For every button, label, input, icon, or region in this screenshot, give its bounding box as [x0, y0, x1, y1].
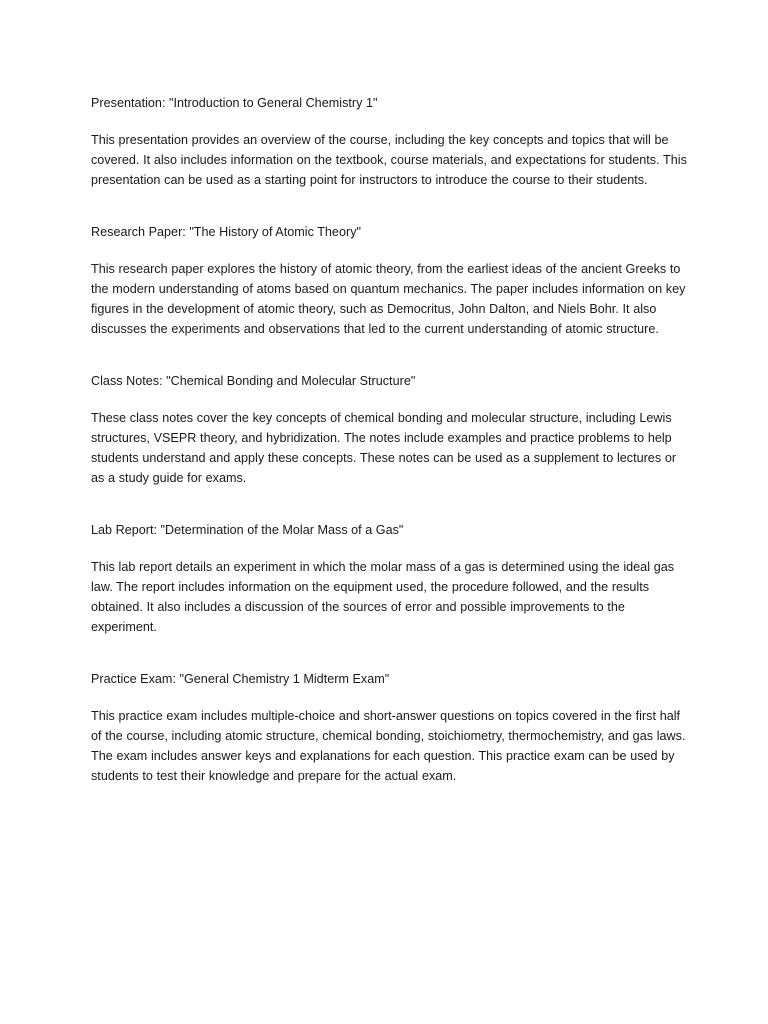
section-heading: Presentation: "Introduction to General Chemistry 1"	[91, 96, 378, 110]
section-practice-exam	[91, 669, 687, 786]
section-body: This practice exam includes multiple-choice and short-answer questions on topics covered in the first half of the course, including atomic structure, chemical bonding, stoichiometry, thermochemistry, and gas laws. The exam includes answer keys and explanations for each question. This practice exam can be used by students to test their knowledge and prepare for the actual exam.	[91, 709, 686, 783]
section-presentation	[91, 93, 687, 190]
section-body: This presentation provides an overview of the course, including the key concepts and topics that will be covered. It also includes information on the textbook, course materials, and expectations for students. This presentation can be used as a starting point for instructors to introduce the course to their students.	[91, 133, 687, 187]
section-body: This lab report details an experiment in which the molar mass of a gas is determined using the ideal gas law. The report includes information on the equipment used, the procedure followed, and the results obtained. It also includes a discussion of the sources of error and possible improvements to the experiment.	[91, 560, 675, 634]
section-heading: Practice Exam: "General Chemistry 1 Midterm Exam"	[91, 672, 390, 686]
section-lab-report	[91, 520, 687, 637]
section-heading: Class Notes: "Chemical Bonding and Molecular Structure"	[91, 374, 416, 388]
section-heading: Lab Report: "Determination of the Molar Mass of a Gas"	[91, 523, 404, 537]
section-class-notes	[91, 371, 687, 488]
section-heading: Research Paper: "The History of Atomic Theory"	[91, 225, 362, 239]
section-research-paper	[91, 222, 687, 339]
section-body: This research paper explores the history of atomic theory, from the earliest ideas of the ancient Greeks to the modern understanding of atoms based on quantum mechanics. The paper includes information on key figures in the development of atomic theory, such as Democritus, John Dalton, and Niels Bohr. It also discusses the experiments and observations that led to the current understanding of atomic structure.	[91, 262, 686, 336]
section-body: These class notes cover the key concepts of chemical bonding and molecular structure, including Lewis structures, VSEPR theory, and hybridization. The notes include examples and practice problems to help students understand and apply these concepts. These notes can be used as a supplement to lectures or as a study guide for exams.	[91, 411, 677, 485]
document-page	[91, 93, 687, 786]
